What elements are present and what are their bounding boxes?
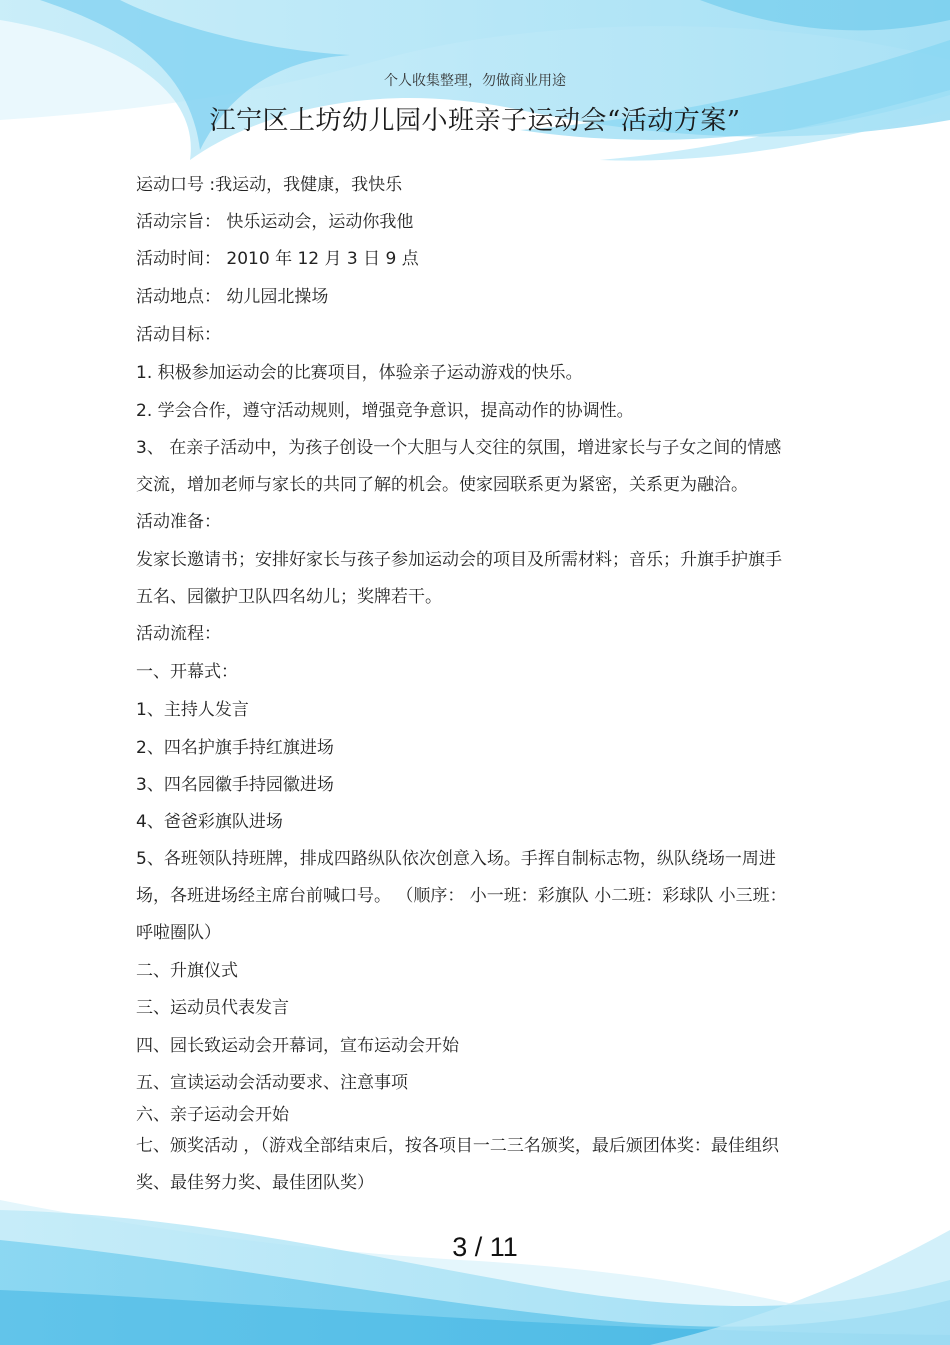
goal-item: 2. 学会合作，遵守活动规则，增强竞争意识，提高动作的协调性。: [136, 401, 634, 421]
goal-item: 1. 积极参加运动会的比赛项目，体验亲子运动游戏的快乐。: [136, 363, 583, 383]
section-heading: 二、升旗仪式: [136, 961, 238, 981]
section-heading: 四、园长致运动会开幕词，宣布运动会开始: [136, 1036, 459, 1056]
watermark-text: 个人收集整理，勿做商业用途: [384, 73, 566, 89]
process-item-continued: 场，各班进场经主席台前喊口号。 （顺序： 小一班：彩旗队 小二班：彩球队 小三班：: [136, 886, 787, 906]
process-item: 1、主持人发言: [136, 700, 249, 720]
preparation-text-continued: 五名、园徽护卫队四名幼儿；奖牌若干。: [136, 587, 442, 607]
goal-item: 3、 在亲子活动中，为孩子创设一个大胆与人交往的氛围，增进家长与子女之间的情感: [136, 438, 782, 458]
section-heading: 一、开幕式：: [136, 662, 238, 682]
goal-item-continued: 交流，增加老师与家长的共同了解的机会。使家园联系更为紧密，关系更为融洽。: [136, 475, 748, 495]
section-heading: 三、运动员代表发言: [136, 998, 289, 1018]
time-line: 活动时间： 2010 年 12 月 3 日 9 点: [136, 249, 419, 269]
process-item: 3、四名园徽手持园徽进场: [136, 775, 334, 795]
purpose-line: 活动宗旨： 快乐运动会，运动你我他: [136, 212, 414, 232]
process-item: 2、四名护旗手持红旗进场: [136, 738, 334, 758]
location-line: 活动地点： 幼儿园北操场: [136, 287, 329, 307]
page-number: 3 / 11: [452, 1232, 518, 1262]
process-item: 4、爸爸彩旗队进场: [136, 812, 283, 832]
preparation-text: 发家长邀请书；安排好家长与孩子参加运动会的项目及所需材料；音乐；升旗手护旗手: [136, 550, 782, 570]
process-item-continued: 呼啦圈队）: [136, 923, 221, 943]
preparation-heading: 活动准备：: [136, 512, 221, 532]
process-heading: 活动流程：: [136, 624, 221, 644]
section-heading: 七、颁奖活动 ，（游戏全部结束后，按各项目一二三名颁奖，最后颁团体奖：最佳组织: [136, 1136, 779, 1156]
bottom-wave-decoration: [0, 1200, 950, 1345]
section-heading: 五、宣读运动会活动要求、注意事项: [136, 1073, 408, 1093]
slogan-line: 运动口号 :我运动，我健康，我快乐: [136, 175, 403, 195]
process-item: 5、各班领队持班牌，排成四路纵队依次创意入场。手挥自制标志物，纵队绕场一周进: [136, 849, 776, 869]
section-heading-continued: 奖、最佳努力奖、最佳团队奖）: [136, 1173, 374, 1193]
goals-heading: 活动目标：: [136, 325, 221, 345]
section-heading: 六、亲子运动会开始: [136, 1105, 289, 1125]
document-title: 江宁区上坊幼儿园小班亲子运动会“活动方案”: [209, 106, 741, 136]
